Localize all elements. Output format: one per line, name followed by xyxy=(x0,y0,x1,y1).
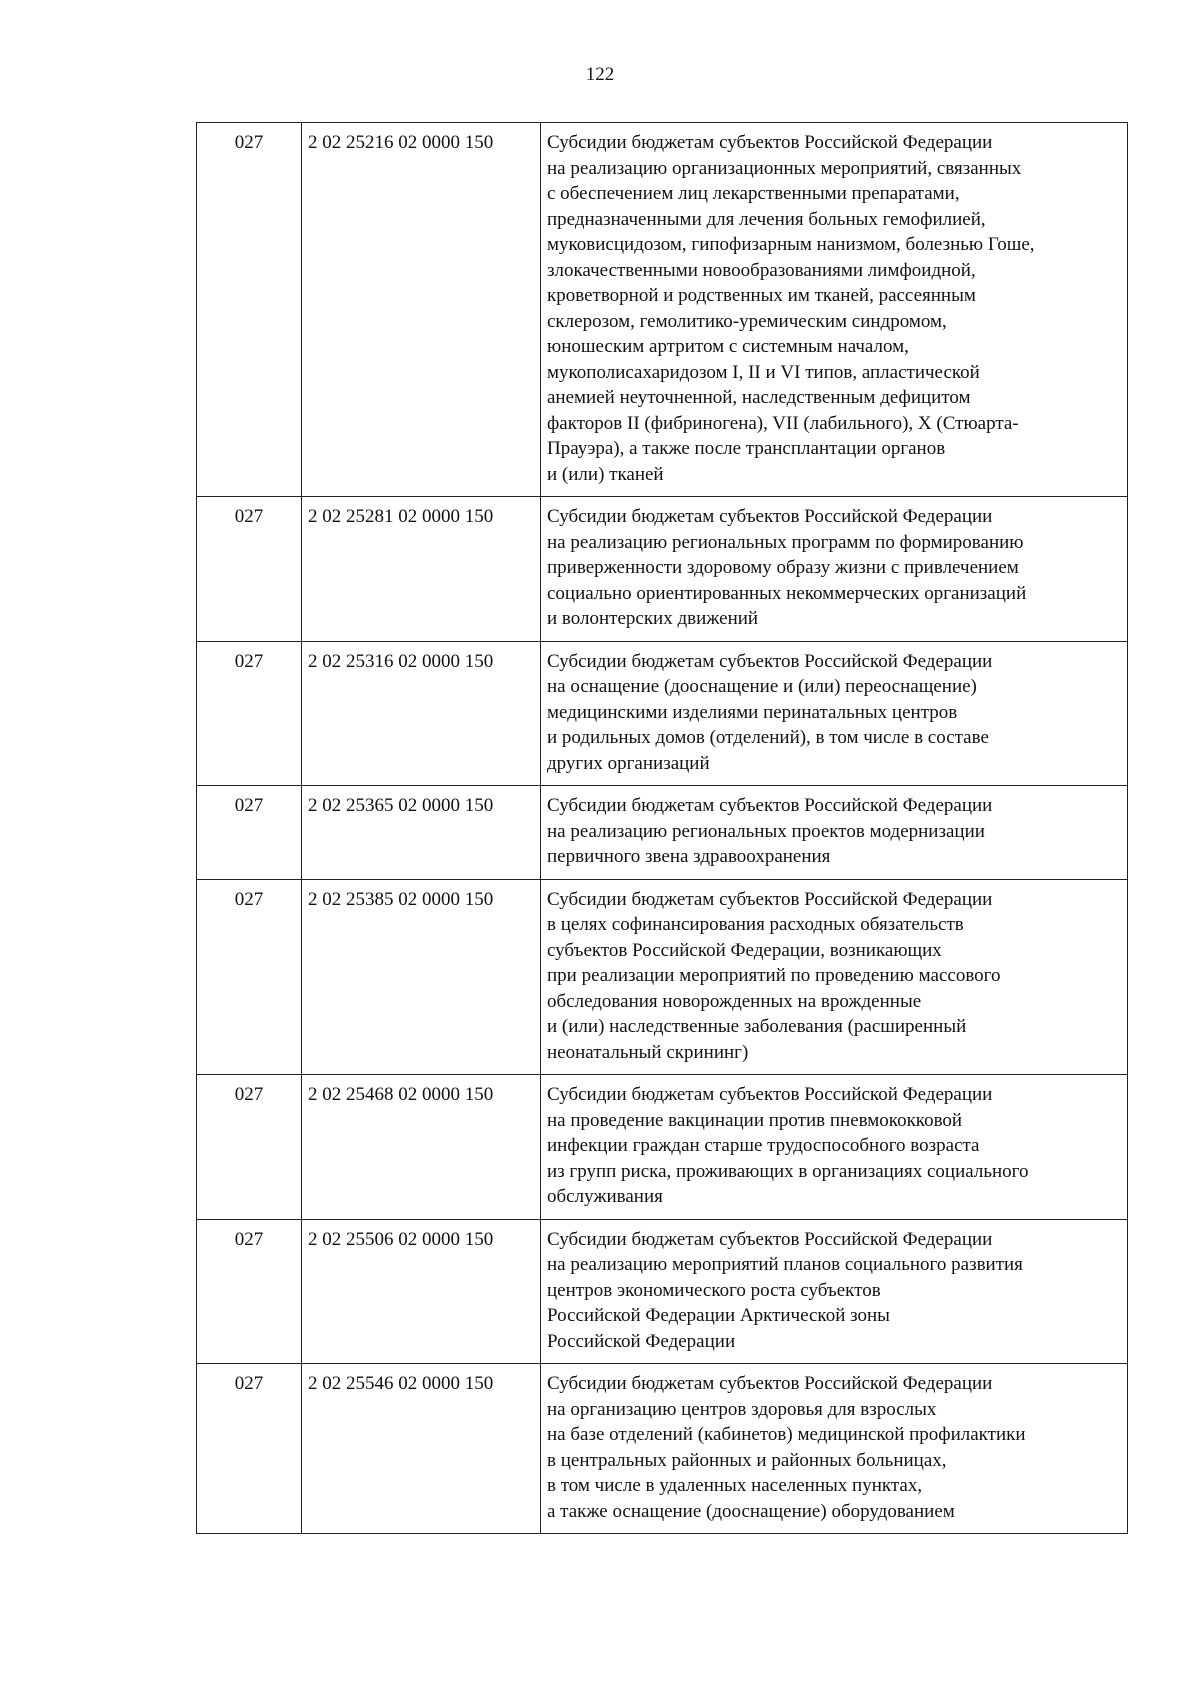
description-line: муковисцидозом, гипофизарным нанизмом, болезнью Гоше, xyxy=(547,234,1035,255)
description-line: на базе отделений (кабинетов) медицинской профилактики xyxy=(547,1424,1026,1445)
description-line: Субсидии бюджетам субъектов Российской Федерации xyxy=(547,132,993,153)
description-line: на оснащение (дооснащение и (или) переоснащение) xyxy=(547,676,977,697)
description-line: неонатальный скрининг) xyxy=(547,1041,749,1063)
description-line: медицинскими изделиями перинатальных центров xyxy=(547,701,958,723)
description-line: Субсидии бюджетам субъектов Российской Федерации xyxy=(547,650,993,672)
budget-code-cell: 2 02 25468 02 0000 150 xyxy=(302,1075,541,1220)
description-line: Субсидии бюджетам субъектов Российской Федерации xyxy=(547,795,993,816)
table-row xyxy=(197,497,1128,642)
description-cell xyxy=(541,1364,1128,1534)
description-line: Субсидии бюджетам субъектов Российской Федерации xyxy=(547,1084,993,1105)
table-row xyxy=(197,641,1128,786)
table-body xyxy=(197,123,1128,1534)
description-line: в центральных районных и районных больницах, xyxy=(547,1449,947,1471)
description-cell xyxy=(541,641,1128,786)
description-line: социально ориентированных некоммерческих организаций xyxy=(547,582,1027,604)
description-line: при реализации мероприятий по проведению массового xyxy=(547,965,1001,986)
description-line: Прауэра), а также после трансплантации органов xyxy=(547,438,946,459)
budget-code-cell: 2 02 25281 02 0000 150 xyxy=(302,497,541,642)
description-line: центров экономического роста субъектов xyxy=(547,1279,881,1301)
admin-code-cell: 027 xyxy=(197,786,302,880)
description-line: Субсидии бюджетам субъектов Российской Федерации xyxy=(547,1373,993,1394)
description-line: и (или) тканей xyxy=(547,463,664,485)
description-line: склерозом, гемолитико-уремическим синдромом, xyxy=(547,310,947,332)
budget-code-cell: 2 02 25546 02 0000 150 xyxy=(302,1364,541,1534)
page-number: 122 xyxy=(585,64,615,85)
description-line: на организацию центров здоровья для взрослых xyxy=(547,1398,937,1420)
description-line: приверженности здоровому образу жизни с привлечением xyxy=(547,557,1019,578)
budget-code-cell: 2 02 25506 02 0000 150 xyxy=(302,1219,541,1364)
description-line: кроветворной и родственных им тканей, рассеянным xyxy=(547,285,976,306)
description-line: обслуживания xyxy=(547,1186,663,1207)
admin-code-cell: 027 xyxy=(197,879,302,1075)
description-line: и родильных домов (отделений), в том числе в составе xyxy=(547,727,989,748)
table-row xyxy=(197,1364,1128,1534)
description-line: на реализацию региональных проектов модернизации xyxy=(547,820,985,842)
description-line: Субсидии бюджетам субъектов Российской Федерации xyxy=(547,1228,993,1250)
description-line: обследования новорожденных на врожденные xyxy=(547,990,922,1012)
table-row xyxy=(197,1219,1128,1364)
description-line: Субсидии бюджетам субъектов Российской Федерации xyxy=(547,506,993,527)
description-cell xyxy=(541,1075,1128,1220)
description-line: в том числе в удаленных населенных пунктах, xyxy=(547,1475,923,1496)
description-line: на реализацию организационных мероприятий, связанных xyxy=(547,157,1022,179)
description-line: предназначенными для лечения больных гемофилией, xyxy=(547,208,986,230)
description-line: первичного звена здравоохранения xyxy=(547,846,831,867)
description-line: на проведение вакцинации против пневмококковой xyxy=(547,1109,963,1131)
table-row xyxy=(197,123,1128,497)
description-line: на реализацию региональных программ по формированию xyxy=(547,531,1024,553)
admin-code-cell: 027 xyxy=(197,641,302,786)
description-cell xyxy=(541,786,1128,880)
admin-code-cell: 027 xyxy=(197,1364,302,1534)
description-line: анемией неуточненной, наследственным дефицитом xyxy=(547,387,971,408)
budget-code-cell: 2 02 25365 02 0000 150 xyxy=(302,786,541,880)
description-line: а также оснащение (дооснащение) оборудованием xyxy=(547,1500,955,1522)
description-line: Субсидии бюджетам субъектов Российской Федерации xyxy=(547,888,993,910)
description-line: факторов II (фибриногена), VII (лабильного), X (Стюарта- xyxy=(547,412,1019,434)
description-line: мукополисахаридозом I, II и VI типов, апластической xyxy=(547,361,980,383)
admin-code-cell: 027 xyxy=(197,1219,302,1364)
description-line: в целях софинансирования расходных обязательств xyxy=(547,914,964,935)
description-cell xyxy=(541,123,1128,497)
description-line: и волонтерских движений xyxy=(547,608,759,629)
description-line: юношеским артритом с системным началом, xyxy=(547,336,909,357)
description-cell xyxy=(541,879,1128,1075)
admin-code-cell: 027 xyxy=(197,1075,302,1220)
budget-code-cell: 2 02 25216 02 0000 150 xyxy=(302,123,541,497)
description-line: на реализацию мероприятий планов социального развития xyxy=(547,1254,1023,1275)
budget-classification-table xyxy=(196,122,1128,1534)
admin-code-cell: 027 xyxy=(197,123,302,497)
admin-code-cell: 027 xyxy=(197,497,302,642)
table-row xyxy=(197,786,1128,880)
description-line: и (или) наследственные заболевания (расширенный xyxy=(547,1016,967,1037)
description-cell xyxy=(541,497,1128,642)
description-line: Российской Федерации Арктической зоны xyxy=(547,1305,890,1326)
budget-code-cell: 2 02 25385 02 0000 150 xyxy=(302,879,541,1075)
table-row xyxy=(197,1075,1128,1220)
description-line: из групп риска, проживающих в организациях социального xyxy=(547,1160,1029,1182)
description-line: с обеспечением лиц лекарственными препаратами, xyxy=(547,183,960,204)
description-line: субъектов Российской Федерации, возникающих xyxy=(547,939,942,961)
budget-code-cell: 2 02 25316 02 0000 150 xyxy=(302,641,541,786)
description-line: Российской Федерации xyxy=(547,1330,736,1352)
description-line: злокачественными новообразованиями лимфоидной, xyxy=(547,259,976,281)
description-cell xyxy=(541,1219,1128,1364)
table-row xyxy=(197,879,1128,1075)
description-line: инфекции граждан старше трудоспособного возраста xyxy=(547,1135,980,1156)
description-line: других организаций xyxy=(547,752,710,774)
